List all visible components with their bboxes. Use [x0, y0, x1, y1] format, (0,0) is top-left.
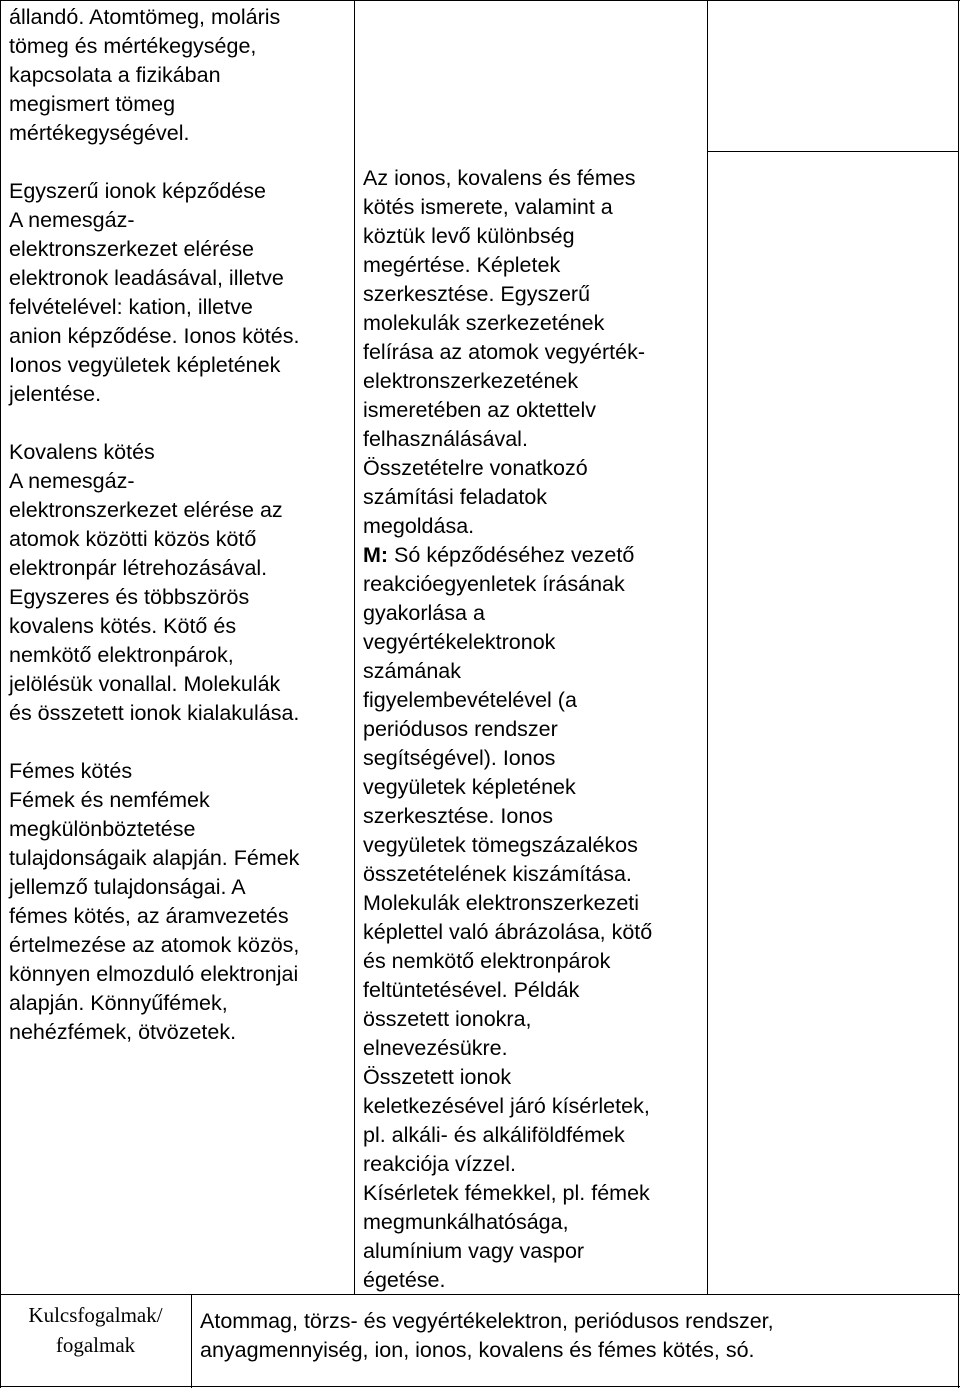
- text-line: A nemesgáz-: [9, 208, 135, 232]
- text-line: kovalens kötés. Kötő és: [9, 614, 237, 638]
- key-concepts-text: [200, 1307, 774, 1365]
- text-line: kötés ismerete, valamint a: [363, 195, 613, 219]
- text-line: felírása az atomok vegyérték-: [363, 340, 646, 364]
- key-concepts-line: Atommag, törzs- és vegyértékelektron, periódusos rendszer,: [200, 1309, 774, 1333]
- text-line: Az ionos, kovalens és fémes: [363, 166, 636, 190]
- table-right-border: [958, 0, 959, 1388]
- left-column: [9, 3, 354, 1047]
- text-line: nemkötő elektronpárok,: [9, 643, 234, 667]
- text-line: felvételével: kation, illetve: [9, 295, 253, 319]
- text-line: jelölésük vonallal. Molekulák: [9, 672, 281, 696]
- metal-section-text: [9, 786, 354, 1047]
- text-line: keletkezésével járó kísérletek,: [363, 1094, 650, 1118]
- text-line: megoldása.: [363, 514, 475, 538]
- text-line: és összetett ionok kialakulása.: [9, 701, 300, 725]
- covalent-section-heading: Kovalens kötés: [9, 440, 155, 464]
- text-line: tulajdonságaik alapján. Fémek: [9, 846, 300, 870]
- text-line: reakcióegyenletek írásának: [363, 572, 625, 596]
- text-line: égetése.: [363, 1268, 446, 1292]
- text-line: gyakorlása a: [363, 601, 485, 625]
- text-line: számítási feladatok: [363, 485, 548, 509]
- text-line: elektronszerkezetének: [363, 369, 579, 393]
- text-line: elektronpár létrehozásával.: [9, 556, 268, 580]
- text-line: anion képződése. Ionos kötés.: [9, 324, 300, 348]
- text-line: jellemző tulajdonságai. A: [9, 875, 246, 899]
- requirements-text: [363, 164, 708, 541]
- ion-section-text: [9, 206, 354, 409]
- text-line: értelmezése az atomok közös,: [9, 933, 300, 957]
- text-line: nehézfémek, ötvözetek.: [9, 1020, 237, 1044]
- text-line: állandó. Atomtömeg, moláris: [9, 5, 281, 29]
- key-concepts-label-line: fogalmak: [55, 1333, 136, 1357]
- text-line: Fémek és nemfémek: [9, 788, 210, 812]
- text-line: fémes kötés, az áramvezetés: [9, 904, 289, 928]
- text-line: köztük levő különbség: [363, 224, 575, 248]
- text-line: Egyszeres és többszörös: [9, 585, 250, 609]
- text-line: jelentése.: [9, 382, 102, 406]
- ion-section: [9, 177, 354, 409]
- column-divider-1: [354, 0, 355, 1294]
- text-line: Összetételre vonatkozó: [363, 456, 588, 480]
- text-line: szerkesztése. Ionos: [363, 804, 554, 828]
- intro-text: [9, 3, 354, 148]
- middle-column: [363, 164, 708, 1295]
- activities-text: [363, 570, 708, 1295]
- text-line: megkülönböztetése: [9, 817, 196, 841]
- text-line: molekulák szerkezetének: [363, 311, 605, 335]
- text-line: összetételének kiszámítása.: [363, 862, 632, 886]
- text-line: elektronok leadásával, illetve: [9, 266, 284, 290]
- ion-section-heading: Egyszerű ionok képződése: [9, 179, 266, 203]
- text-line: figyelembevételével (a: [363, 688, 577, 712]
- m-line: [363, 541, 708, 570]
- text-line: megértése. Képletek: [363, 253, 561, 277]
- text-line: felhasználásával.: [363, 427, 528, 451]
- text-line: mértékegységével.: [9, 121, 190, 145]
- table-top-border: [0, 0, 960, 1]
- text-line: atomok közötti közös kötő: [9, 527, 257, 551]
- text-line: vegyértékelektronok: [363, 630, 556, 654]
- text-line: Összetett ionok: [363, 1065, 512, 1089]
- text-line: alumínium vagy vaspor: [363, 1239, 585, 1263]
- text-line: képlettel való ábrázolása, kötő: [363, 920, 653, 944]
- text-line: megismert tömeg: [9, 92, 176, 116]
- m-label: M:: [363, 543, 389, 567]
- text-line: vegyületek képletének: [363, 775, 576, 799]
- text-line: tömeg és mértékegysége,: [9, 34, 257, 58]
- text-line: alapján. Könnyűfémek,: [9, 991, 228, 1015]
- text-line: elektronszerkezet elérése az: [9, 498, 283, 522]
- row-divider-right-column: [707, 151, 959, 152]
- text-line: kapcsolata a fizikában: [9, 63, 221, 87]
- key-concepts-line: anyagmennyiség, ion, ionos, kovalens és fémes kötés, só.: [200, 1338, 755, 1362]
- text-line: megmunkálhatósága,: [363, 1210, 569, 1234]
- text-line: Molekulák elektronszerkezeti: [363, 891, 640, 915]
- text-line: ismeretében az oktettelv: [363, 398, 597, 422]
- text-line: segítségével). Ionos: [363, 746, 556, 770]
- text-line: elektronszerkezet elérése: [9, 237, 254, 261]
- text-line: elnevezésükre.: [363, 1036, 508, 1060]
- text-line: szerkesztése. Egyszerű: [363, 282, 591, 306]
- text-line: periódusos rendszer: [363, 717, 558, 741]
- text-line: feltüntetésével. Példák: [363, 978, 580, 1002]
- text-line: Kísérletek fémekkel, pl. fémek: [363, 1181, 650, 1205]
- text-line: vegyületek tömegszázalékos: [363, 833, 638, 857]
- text-line: Ionos vegyületek képletének: [9, 353, 281, 377]
- text-line: reakciója vízzel.: [363, 1152, 516, 1176]
- key-concepts-divider: [191, 1294, 192, 1388]
- metal-section-heading: Fémes kötés: [9, 759, 133, 783]
- text-line: és nemkötő elektronpárok: [363, 949, 611, 973]
- text-line: A nemesgáz-: [9, 469, 135, 493]
- metal-section: [9, 757, 354, 1047]
- text-line: számának: [363, 659, 461, 683]
- text-line: pl. alkáli- és alkáliföldfémek: [363, 1123, 625, 1147]
- covalent-section: [9, 438, 354, 728]
- key-concepts-label-line: Kulcsfogalmak/: [28, 1303, 163, 1327]
- m-line-text: Só képződéséhez vezető: [388, 543, 635, 567]
- text-line: könnyen elmozduló elektronjai: [9, 962, 299, 986]
- table-bottom-border: [0, 1386, 960, 1387]
- text-line: összetett ionokra,: [363, 1007, 532, 1031]
- table-left-border: [0, 0, 1, 1388]
- covalent-section-text: [9, 467, 354, 728]
- key-concepts-label: [0, 1300, 191, 1360]
